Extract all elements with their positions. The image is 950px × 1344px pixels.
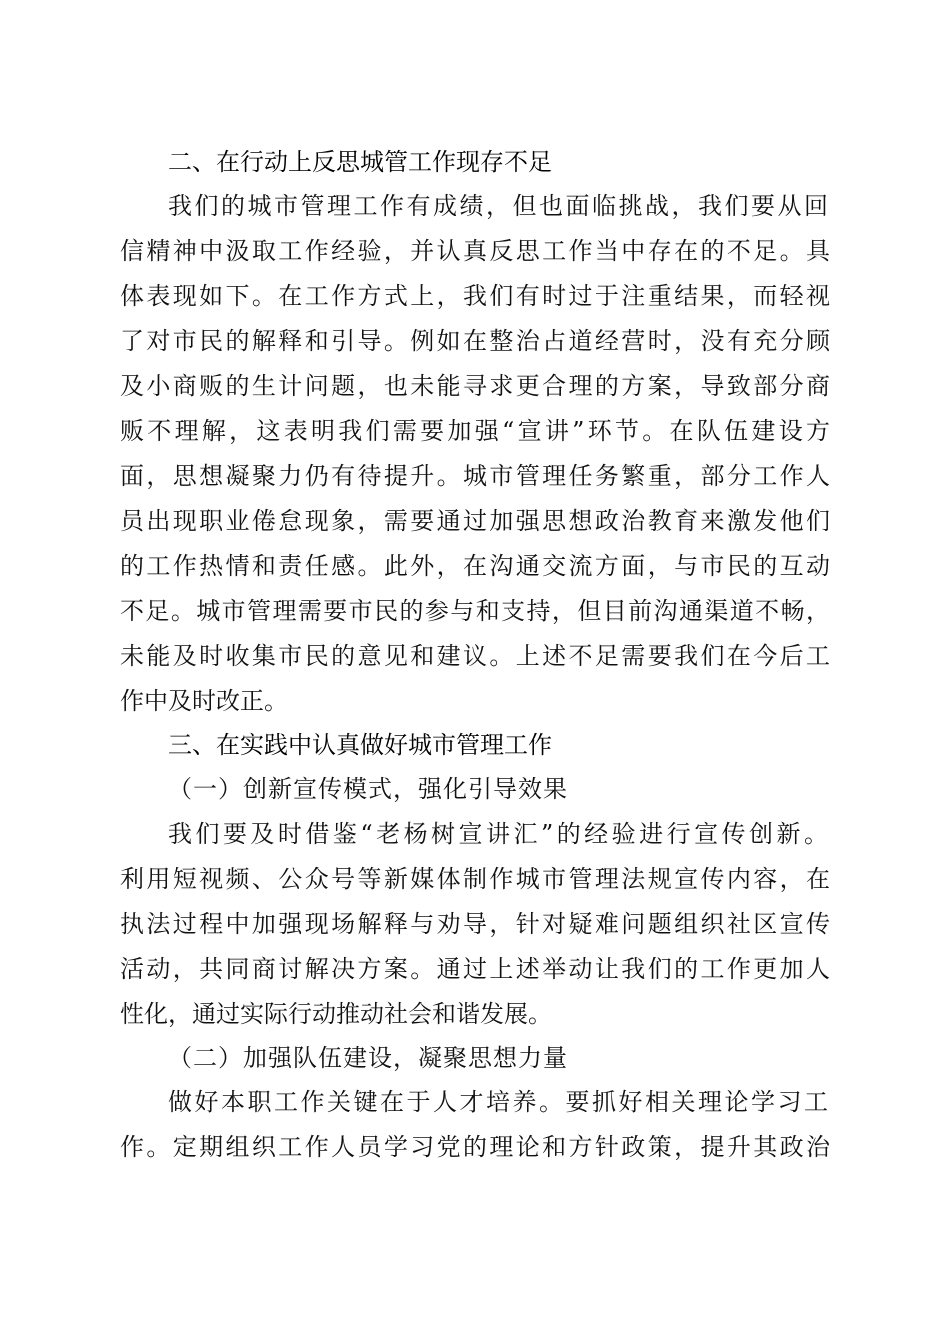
section-heading-3: 三、在实践中认真做好城市管理工作 xyxy=(168,731,552,759)
paragraph-line: 面，思想凝聚力仍有待提升。城市管理任务繁重，部分工作人 xyxy=(120,462,830,490)
subsection-heading-1: （一）创新宣传模式，强化引导效果 xyxy=(168,775,568,803)
paragraph-line: 及小商贩的生计问题，也未能寻求更合理的方案，导致部分商 xyxy=(120,372,830,400)
paragraph-line: 性化，通过实际行动推动社会和谐发展。 xyxy=(120,1000,552,1028)
paragraph-line: 做好本职工作关键在于人才培养。要抓好相关理论学习工 xyxy=(168,1088,828,1116)
paragraph-line: 未能及时收集市民的意见和建议。上述不足需要我们在今后工 xyxy=(120,642,830,670)
paragraph-line: 执法过程中加强现场解释与劝导，针对疑难问题组织社区宣传 xyxy=(120,910,830,938)
paragraph-line: 活动，共同商讨解决方案。通过上述举动让我们的工作更加人 xyxy=(120,955,830,983)
paragraph-line: 作。定期组织工作人员学习党的理论和方针政策，提升其政治 xyxy=(120,1133,830,1161)
paragraph-line: 了对市民的解释和引导。例如在整治占道经营时，没有充分顾 xyxy=(120,327,830,355)
paragraph-line: 的工作热情和责任感。此外，在沟通交流方面，与市民的互动 xyxy=(120,552,830,580)
section-heading-2: 二、在行动上反思城管工作现存不足 xyxy=(168,148,552,176)
paragraph-line: 员出现职业倦怠现象，需要通过加强思想政治教育来激发他们 xyxy=(120,507,830,535)
paragraph-line: 信精神中汲取工作经验，并认真反思工作当中存在的不足。具 xyxy=(120,237,830,265)
paragraph-line: 作中及时改正。 xyxy=(120,687,288,715)
subsection-heading-2: （二）加强队伍建设，凝聚思想力量 xyxy=(168,1044,568,1072)
paragraph-line: 我们要及时借鉴“老杨树宣讲汇”的经验进行宣传创新。 xyxy=(168,820,828,848)
paragraph-line: 利用短视频、公众号等新媒体制作城市管理法规宣传内容，在 xyxy=(120,865,830,893)
paragraph-line: 体表现如下。在工作方式上，我们有时过于注重结果，而轻视 xyxy=(120,282,830,310)
paragraph-line: 我们的城市管理工作有成绩，但也面临挑战，我们要从回 xyxy=(168,192,828,220)
paragraph-line: 贩不理解，这表明我们需要加强“宣讲”环节。在队伍建设方 xyxy=(120,417,830,445)
paragraph-line: 不足。城市管理需要市民的参与和支持，但目前沟通渠道不畅， xyxy=(120,597,830,625)
